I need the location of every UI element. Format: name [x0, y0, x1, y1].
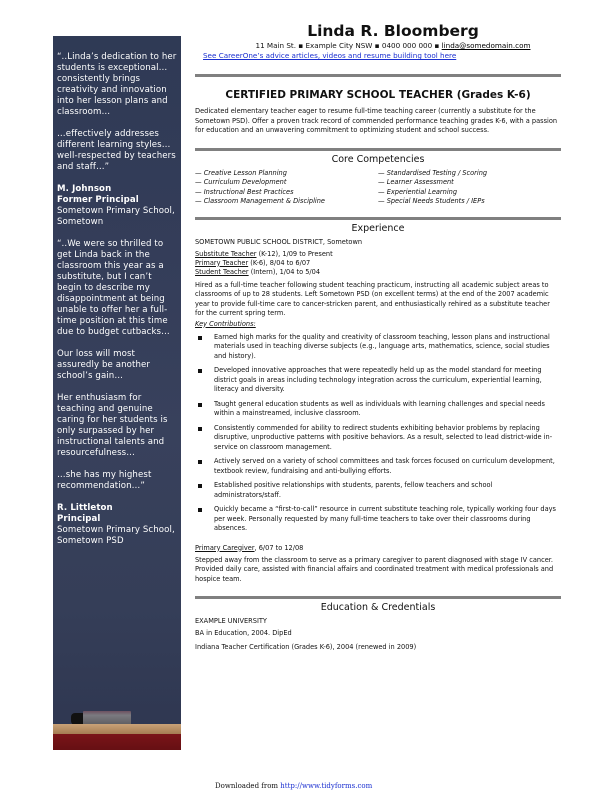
quote-2-para-2: Our loss will most assuredly be another school’s gain… [57, 349, 151, 381]
careerone-link[interactable]: See CareerOne’s advice articles, videos and resume building tool here [203, 51, 457, 60]
contribution-item: Earned high marks for the quality and creativity of classroom teaching, lesson plans and instructional materials used in teaching diverse subjects (e.g., language arts, mathematics, science, social studies and history). [195, 333, 561, 362]
quote-1-org: Sometown Primary School, Sometown [57, 206, 175, 227]
role-title: Student Teacher [195, 267, 249, 276]
tidyforms-link[interactable]: http://www.tidyforms.com [280, 782, 373, 790]
role-detail: (K-12), 1/09 to Present [256, 249, 333, 258]
phone: 0400 000 000 [381, 41, 433, 50]
role-title: Primary Teacher [195, 258, 249, 267]
chalkboard-frame [53, 734, 181, 750]
footer-prefix: Downloaded from [215, 782, 281, 790]
role-title: Substitute Teacher [195, 249, 257, 258]
experience-heading: Experience [351, 222, 405, 234]
separator-icon: ▪ [298, 41, 304, 50]
role-detail: (K-6), 8/04 to 6/07 [248, 258, 311, 267]
competency-item: — Experiential Learning [378, 187, 458, 196]
quote-2-para-1: “..We were so thrilled to get Linda back in the classroom this year as a substitute, but I can’t begin to describe my disappointment at being unable to offer her a full-time position at this time due to budget cutbacks… [57, 239, 170, 337]
contribution-item: Actively served on a variety of school committees and task forces focused on curriculum development, textbook review, fundraising and anti-bullying efforts. [195, 457, 561, 476]
school: EXAMPLE UNIVERSITY [195, 617, 267, 625]
role-entry [195, 259, 561, 268]
competency-item: — Learner Assessment [378, 178, 454, 186]
quote-1-name: M. Johnson [57, 184, 112, 194]
role-detail: (Intern), 1/04 to 5/04 [248, 267, 321, 276]
city: Example City NSW [305, 41, 373, 50]
degree: BA in Education, 2004. DipEd [195, 628, 292, 637]
key-contributions-label: Key Contributions: [195, 319, 256, 328]
download-footer [215, 782, 372, 790]
quote-2-position: Principal [57, 514, 101, 524]
separator-icon: ▪ [374, 41, 380, 50]
contact-line [225, 41, 561, 50]
quote-2-attribution [57, 503, 179, 547]
address: 11 Main St. [255, 41, 297, 50]
quote-1-para-1: “..Linda’s dedication to her students is exceptional…consistently brings creativity and innovation into her lesson plans and classroom… [57, 52, 177, 117]
caregiver-entry [195, 544, 561, 553]
email-link[interactable]: linda@somedomain.com [441, 41, 531, 50]
competency-item: — Special Needs Students / IEPs [378, 197, 485, 205]
divider [195, 217, 561, 220]
testimonials [57, 52, 179, 558]
testimonial-sidebar [53, 36, 181, 750]
competency-item: — Curriculum Development [195, 178, 287, 186]
quote-2-name: R. Littleton [57, 503, 113, 513]
quote-2-para-3: Her enthusiasm for teaching and genuine caring for her students is only surpassed by her instructional talents and resourcefulness… [57, 393, 168, 458]
summary: Dedicated elementary teacher eager to resume full-time teaching career (currently a substitute for the Sometown PSD). Offer a proven track record of commended performance teaching grades K-6, with a passion for education and an unwavering commitment to optimizing student and school success. [195, 107, 558, 134]
chalk-ledge [53, 724, 181, 734]
contributions-list [195, 333, 561, 534]
quote-2-org: Sometown Primary School, Sometown PSD [57, 525, 175, 546]
contribution-item: Taught general education students as well as individuals with learning challenges and special needs within a mainstreamed, inclusive classroom. [195, 400, 561, 419]
quote-1-para-2: …effectively addresses different learning styles… well-respected by teachers and staff…” [57, 129, 176, 172]
contribution-item: Established positive relationships with students, parents, fellow teachers and school administrators/staff. [195, 481, 561, 500]
role-title: Primary Caregiver [195, 543, 255, 552]
quote-1-position: Former Principal [57, 195, 139, 205]
competencies-left [195, 169, 378, 207]
competencies-list [195, 169, 561, 207]
competencies-right [378, 169, 561, 207]
divider [195, 148, 561, 151]
role-entry [195, 250, 561, 259]
divider [195, 74, 561, 77]
candidate-name: Linda R. Bloomberg [307, 22, 479, 40]
chalkboard-eraser-image [83, 711, 131, 725]
contribution-item: Quickly became a “first-to-call” resource in current substitute teaching role, typically working four days per week. Personally requested by many full-time teachers to take over their classrooms during absences. [195, 505, 561, 534]
quote-1-attribution [57, 184, 179, 228]
contribution-item: Consistently commended for ability to redirect students exhibiting behavior problems by replacing disruptive, unproductive patterns with positive behaviors. As a result, selected to lead district-wide in-service on classroom management. [195, 424, 561, 453]
headline-title: CERTIFIED PRIMARY SCHOOL TEACHER (Grades K-6) [225, 89, 531, 101]
caregiver-description: Stepped away from the classroom to serve as a primary caregiver to parent diagnosed with stage IV cancer. Provided daily care, assisted with financial affairs and coordinated treatment with medical professionals and hospice team. [195, 555, 554, 583]
competency-item: — Creative Lesson Planning [195, 168, 287, 177]
role-detail: , 6/07 to 12/08 [254, 543, 304, 552]
separator-icon: ▪ [434, 41, 440, 50]
competency-item: — Standardised Testing / Scoring [378, 168, 488, 177]
resume-main [195, 22, 561, 653]
certification: Indiana Teacher Certification (Grades K-6), 2004 (renewed in 2009) [195, 643, 417, 651]
quote-2-para-4: …she has my highest recommendation…” [57, 470, 152, 491]
competencies-heading: Core Competencies [331, 153, 425, 165]
education-heading: Education & Credentials [320, 602, 436, 613]
contribution-item: Developed innovative approaches that were repeatedly held up as the model standard for meeting district goals in areas including technology integration across the curriculum, experiential learning, literacy and diversity. [195, 366, 561, 395]
divider [195, 596, 561, 599]
employer: SOMETOWN PUBLIC SCHOOL DISTRICT, Sometown [195, 237, 363, 246]
experience-description: Hired as a full-time teacher following student teaching practicum, instructing all academic subject areas to classrooms of up to 28 students. Left Sometown PSD (on excellent terms) at the end of the 2007 academic year to provide full-time care to cancer-stricken parent, and enthusiastically rehired as a substitute teacher for the current spring term. [195, 280, 550, 317]
competency-item: — Classroom Management & Discipline [195, 197, 325, 205]
role-entry [195, 268, 561, 277]
competency-item: — Instructional Best Practices [195, 187, 294, 196]
